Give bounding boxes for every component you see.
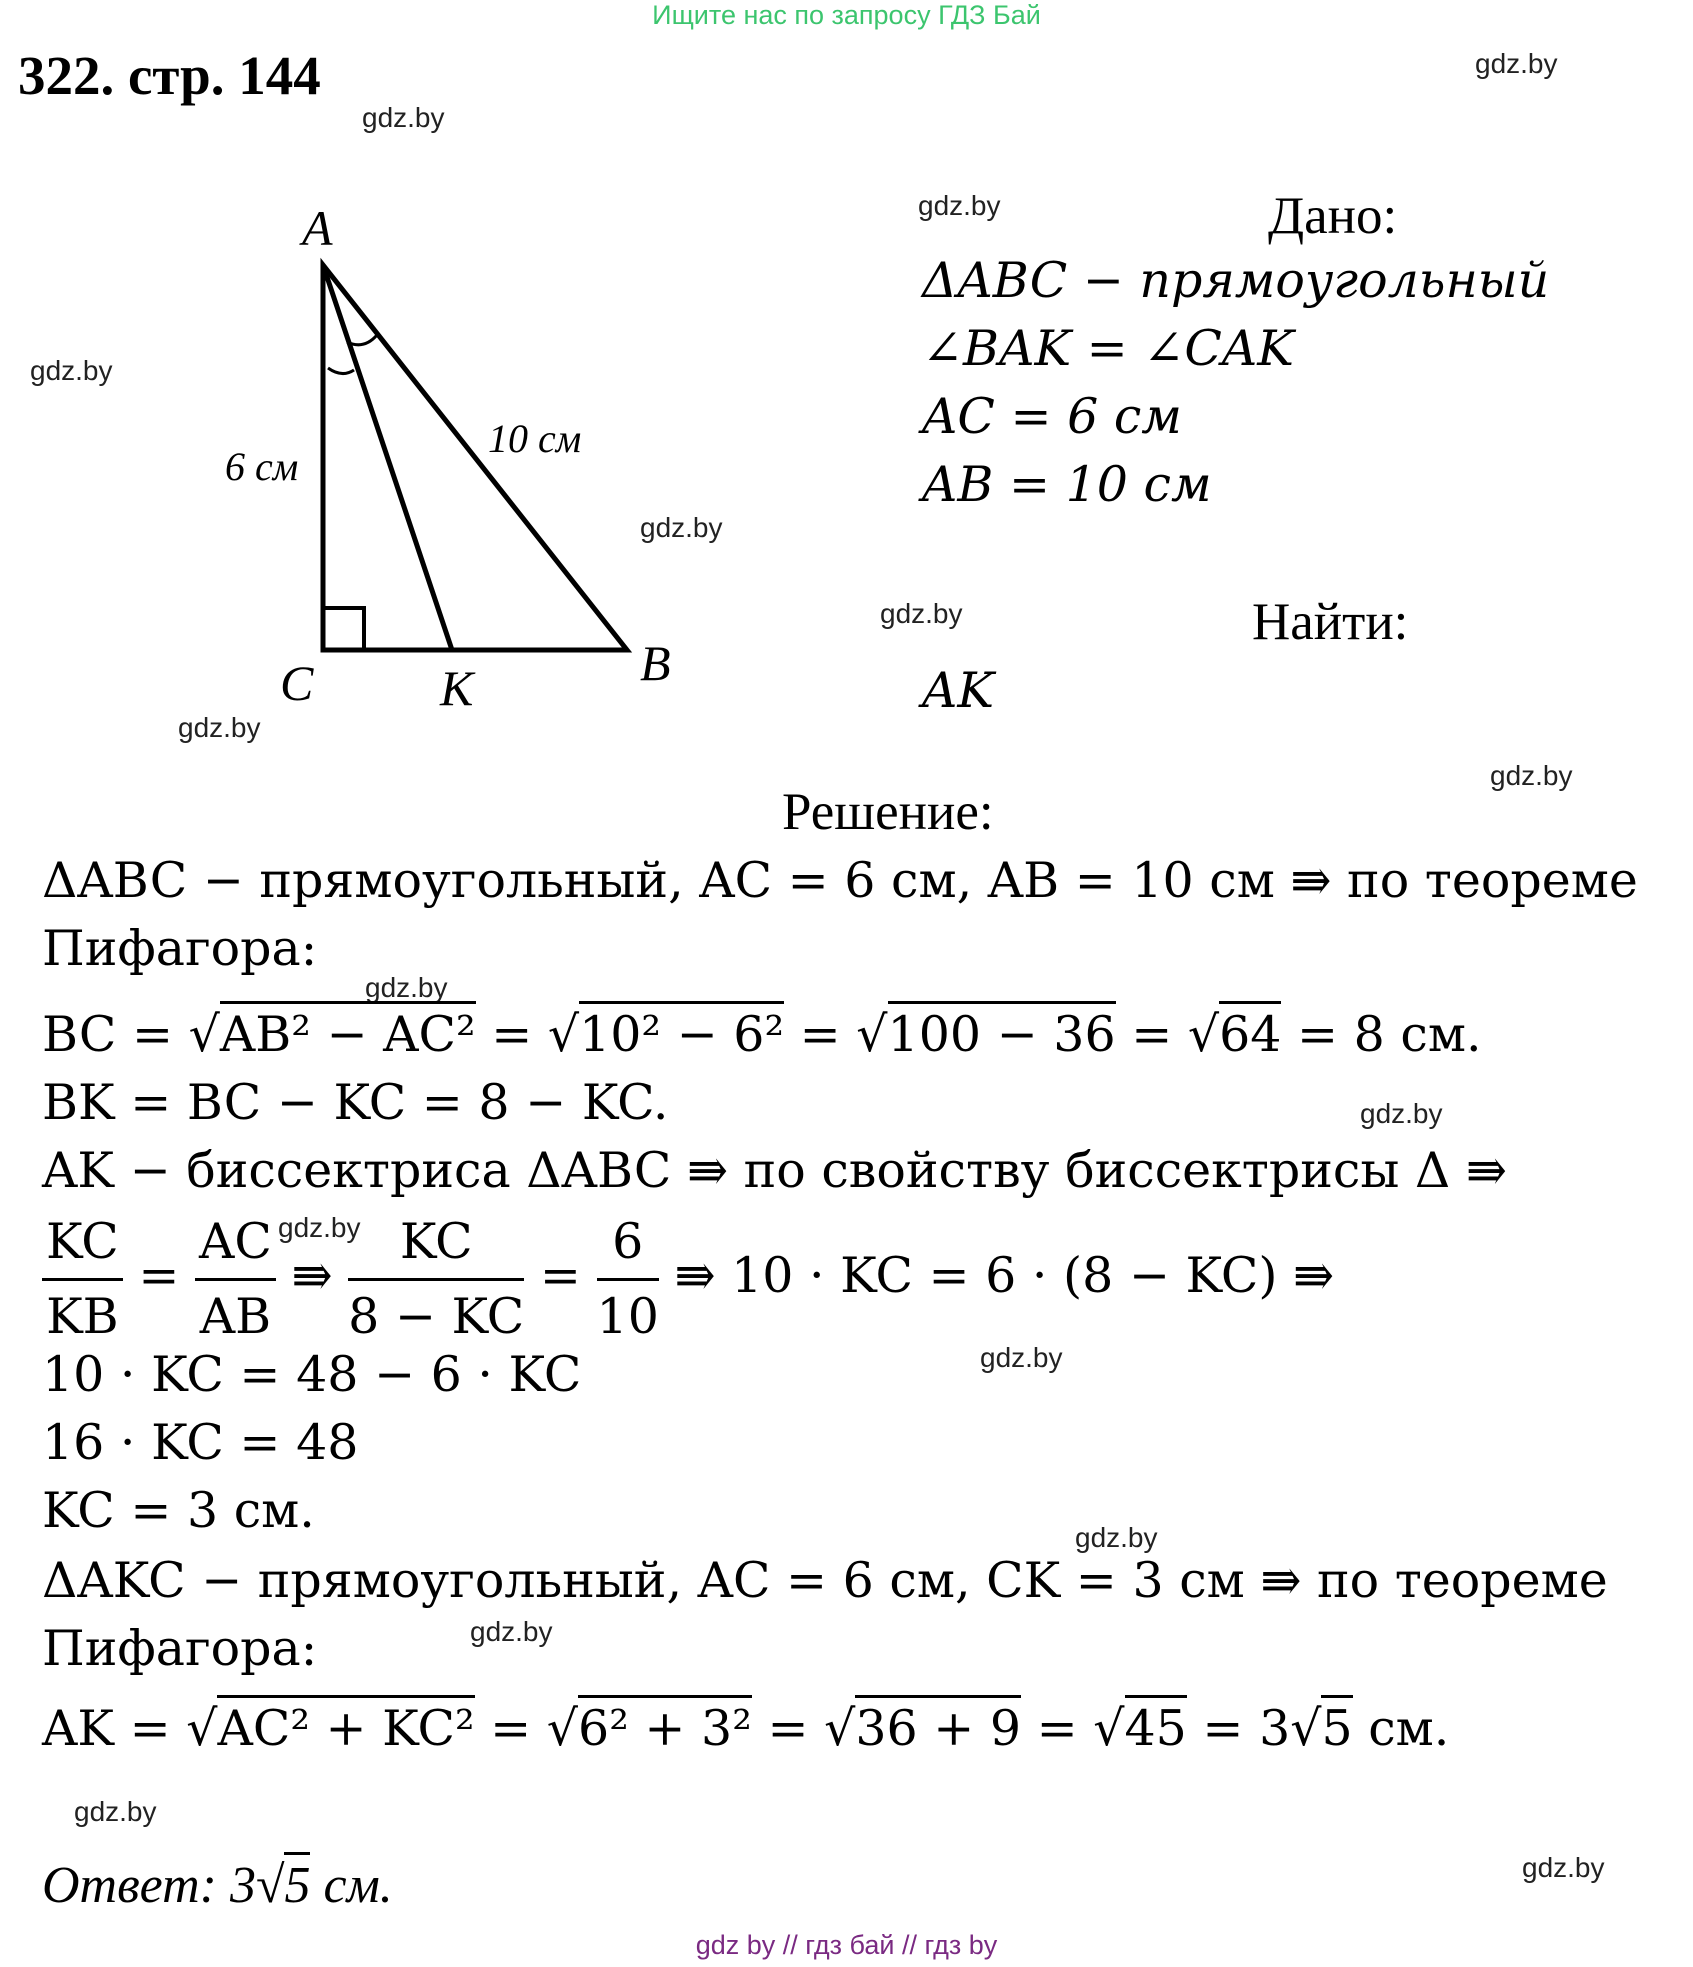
radicand: 64 xyxy=(1219,1001,1281,1063)
watermark: gdz.by xyxy=(918,190,1001,221)
formula-text: BC = √ xyxy=(42,1006,220,1063)
watermark: gdz.by xyxy=(1475,48,1558,79)
watermark: gdz.by xyxy=(1490,760,1573,791)
watermark: gdz.by xyxy=(178,712,261,743)
solution-line: 16 · KC = 48 xyxy=(42,1414,359,1471)
numerator: AC xyxy=(195,1206,276,1281)
top-banner: Ищите нас по запросу ГДЗ Бай xyxy=(652,0,1041,30)
watermark: gdz.by xyxy=(1075,1522,1158,1553)
watermark: gdz.by xyxy=(470,1616,553,1647)
watermark: gdz.by xyxy=(365,972,448,1003)
watermark: gdz.by xyxy=(1522,1852,1605,1883)
given-line: AC = 6 см xyxy=(922,388,1182,445)
watermark: gdz.by xyxy=(1360,1098,1443,1129)
triangle-figure xyxy=(0,0,720,740)
right-angle-mark xyxy=(323,608,364,650)
solution-line: KC = 3 см. xyxy=(42,1482,315,1539)
formula-text: = xyxy=(122,1247,196,1304)
denominator: 8 − KC xyxy=(348,1288,525,1345)
page-title: 322. стр. 144 xyxy=(18,45,321,106)
solution-line: ΔABC − прямоугольный, AC = 6 см, AB = 10 см ⇛ по теореме xyxy=(42,852,1638,909)
solution-heading: Решение: xyxy=(782,783,994,841)
watermark: gdz.by xyxy=(74,1796,157,1827)
watermark: gdz.by xyxy=(640,512,723,543)
numerator: 6 xyxy=(597,1206,659,1281)
bisector-ak xyxy=(323,265,452,650)
vertex-k-label: K xyxy=(440,660,474,716)
side-ac-label: 6 см xyxy=(225,444,299,489)
numerator: KC xyxy=(42,1206,123,1281)
fraction xyxy=(42,1206,123,1353)
given-line: AB = 10 см xyxy=(922,456,1212,513)
denominator: KB xyxy=(46,1288,119,1345)
radicand: AB² − AC² xyxy=(220,1001,476,1063)
given-line: ΔABC − прямоугольный xyxy=(922,252,1550,309)
find-value: AK xyxy=(922,662,994,719)
formula-text: = xyxy=(524,1247,597,1304)
answer-root: 5 xyxy=(284,1852,310,1914)
formula-text: = √ xyxy=(751,1700,856,1757)
watermark: gdz.by xyxy=(980,1342,1063,1373)
formula-bc xyxy=(42,1006,1482,1063)
formula-text: = √ xyxy=(475,1006,580,1063)
watermark: gdz.by xyxy=(362,102,445,133)
answer-label: Ответ: 3√ xyxy=(42,1857,285,1914)
angle-arc-bak xyxy=(328,368,354,374)
radicand: 100 − 36 xyxy=(888,1001,1116,1063)
radicand: 10² − 6² xyxy=(579,1001,784,1063)
formula-text: = √ xyxy=(474,1700,579,1757)
solution-line: Пифагора: xyxy=(42,920,318,977)
numerator: KC xyxy=(348,1206,524,1281)
formula-text: см. xyxy=(1352,1700,1450,1757)
vertex-c-label: C xyxy=(280,655,314,711)
radicand: 6² + 3² xyxy=(578,1695,752,1757)
formula-text: = √ xyxy=(784,1006,888,1063)
angle-arc-cak xyxy=(347,335,377,345)
fraction xyxy=(195,1206,276,1353)
formula-text: = 3√ xyxy=(1186,1700,1322,1757)
given-heading: Дано: xyxy=(1268,187,1398,245)
formula-text: ⇛ 10 · KC = 6 · (8 − KC) ⇛ xyxy=(658,1247,1335,1304)
formula-text: AK = √ xyxy=(42,1700,218,1757)
formula-ak xyxy=(42,1700,1449,1757)
solution-line: ΔAKC − прямоугольный, AC = 6 см, CK = 3 см ⇛ по теореме xyxy=(42,1552,1608,1609)
vertex-b-label: B xyxy=(640,635,671,691)
solution-line: 10 · KC = 48 − 6 · KC xyxy=(42,1346,582,1403)
proportion-line xyxy=(42,1206,1334,1353)
radicand: 36 + 9 xyxy=(855,1695,1021,1757)
vertex-a-label: A xyxy=(302,200,333,256)
footer-links: gdz by // гдз бай // гдз by xyxy=(695,1930,998,1960)
answer xyxy=(42,1856,393,1915)
denominator: AB xyxy=(199,1288,272,1345)
side-ab-label: 10 см xyxy=(488,416,582,461)
watermark: gdz.by xyxy=(880,598,963,629)
formula-text: ⇛ xyxy=(275,1247,349,1304)
formula-text: = 8 см. xyxy=(1281,1006,1482,1063)
solution-line: BK = BC − KC = 8 − KC. xyxy=(42,1074,669,1131)
watermark: gdz.by xyxy=(30,355,113,386)
answer-unit: см. xyxy=(310,1857,393,1914)
watermark: gdz.by xyxy=(278,1212,361,1243)
fraction xyxy=(348,1206,524,1353)
radicand: AC² + KC² xyxy=(217,1695,474,1757)
formula-text: = √ xyxy=(1021,1700,1125,1757)
radicand: 5 xyxy=(1321,1695,1352,1757)
solution-line: Пифагора: xyxy=(42,1620,318,1677)
triangle-abc xyxy=(323,265,627,650)
given-line: ∠BAK = ∠CAK xyxy=(922,320,1294,377)
denominator: 10 xyxy=(596,1288,659,1345)
radicand: 45 xyxy=(1125,1695,1187,1757)
solution-line: AK − биссектриса ΔABC ⇛ по свойству биссектрисы Δ ⇛ xyxy=(42,1142,1507,1199)
formula-text: = √ xyxy=(1115,1006,1220,1063)
find-heading: Найти: xyxy=(1252,593,1409,651)
fraction xyxy=(597,1206,659,1353)
